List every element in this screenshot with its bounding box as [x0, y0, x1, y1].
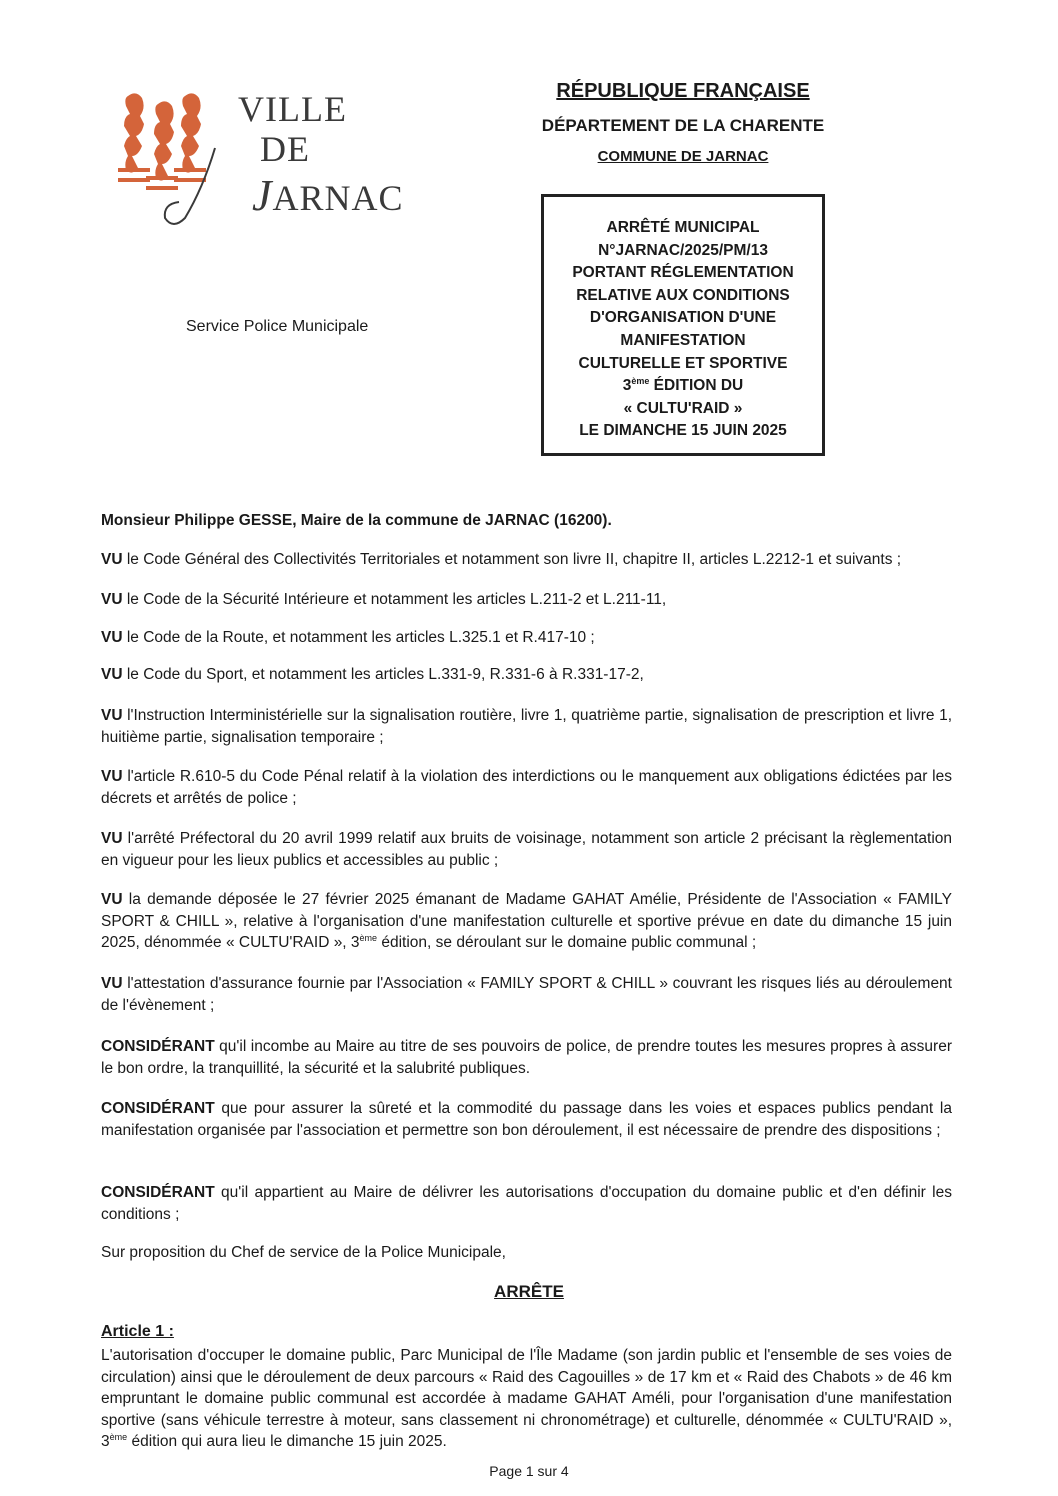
considerant-paragraph [101, 1036, 952, 1079]
considerant-text: qu'il appartient au Maire de délivrer les autorisations d'occupation du domaine public et d'en définir les conditions ; [101, 1184, 952, 1223]
edition-superscript: ème [631, 376, 650, 386]
vu-label: VU [101, 666, 123, 683]
considerant-text: qu'il incombe au Maire au titre de ses pouvoirs de police, de prendre toutes les mesures propres à assurer le bon ordre, la tranquillité, la sécurité et la salubrité publiques. [101, 1038, 952, 1077]
vu-paragraph [101, 664, 952, 686]
title-line: MANIFESTATION [620, 331, 746, 349]
service-label: Service Police Municipale [186, 318, 369, 335]
edition-number: 3 [622, 377, 632, 395]
vu-text: le Code de la Sécurité Intérieure et notamment les articles L.211-2 et L.211-11, [122, 591, 667, 608]
title-line: RELATIVE AUX CONDITIONS [576, 286, 790, 304]
considerant-paragraph [101, 1182, 952, 1225]
vu-label: VU [101, 830, 123, 847]
considerant-label: CONSIDÉRANT [101, 1100, 215, 1117]
logo-line-jarnac [252, 170, 404, 221]
vu-text: édition, se déroulant sur le domaine public communal ; [377, 934, 757, 951]
vu-paragraph [101, 549, 952, 571]
vu-paragraph [101, 766, 952, 809]
vu-label: VU [101, 551, 123, 568]
vu-text: le Code du Sport, et notamment les articles L.331-9, R.331-6 à R.331-17-2, [122, 666, 644, 683]
vu-paragraph [101, 705, 952, 748]
title-line: CULTURELLE ET SPORTIVE [578, 354, 788, 372]
vu-label: VU [101, 707, 123, 724]
page-number: Page 1 sur 4 [489, 1463, 569, 1479]
title-line: N°JARNAC/2025/PM/13 [598, 241, 768, 259]
title-line: ARRÊTÉ MUNICIPAL [606, 219, 760, 236]
department-heading: DÉPARTEMENT DE LA CHARENTE [541, 116, 825, 135]
edition-superscript: ème [359, 932, 378, 943]
title-line: PORTANT RÉGLEMENTATION [572, 264, 794, 282]
vu-text: le Code de la Route, et notamment les articles L.325.1 et R.417-10 ; [122, 629, 595, 646]
title-line [544, 375, 822, 398]
proposition-line: Sur proposition du Chef de service de la Police Municipale, [101, 1244, 506, 1261]
logo-line-jarnac-rest: ARNAC [272, 178, 404, 218]
vu-text: la demande déposée le 27 février 2025 émanant de Madame GAHAT Amélie, Présidente de l'Association « FAMILY SPORT & CHILL », relative à l'organisation d'une manifestation culturelle et sportive prévue en date du dimanche 15 juin 2025, dénommée « CULTU'RAID », 3 [101, 891, 952, 951]
vu-label: VU [101, 891, 123, 908]
ville-de-jarnac-logo [110, 88, 404, 228]
edition-superscript: ème [109, 1431, 128, 1442]
considerant-label: CONSIDÉRANT [101, 1038, 215, 1055]
vu-label: VU [101, 768, 123, 785]
vu-paragraph [101, 627, 952, 649]
commune-heading: COMMUNE DE JARNAC [597, 148, 769, 165]
logo-line-de: DE [260, 129, 310, 169]
vu-label: VU [101, 591, 123, 608]
article-1-text [101, 1345, 952, 1453]
vu-text: l'article R.610-5 du Code Pénal relatif à la violation des interdictions ou le manquement aux obligations édictées par les décrets et arrêtés de police ; [101, 768, 952, 807]
considerant-label: CONSIDÉRANT [101, 1184, 215, 1201]
article-text: L'autorisation d'occuper le domaine public, Parc Municipal de l'Île Madame (son jardin public et l'ensemble de ses voies de circulation) ainsi que le déroulement de deux parcours « Raid des Cagouilles » de 17 km et « Raid des Chabots » de 46 km empruntant le domaine public communal est accordée à madame GAHAT Améli, pour l'organisation d'une manifestation sportive (sans véhicule terrestre à moteur, sans classement ni chronométrage) et culturelle, dénommée « CULTU'RAID », 3 [101, 1347, 952, 1450]
vu-paragraph [101, 828, 952, 871]
article-text: édition qui aura lieu le dimanche 15 juin 2025. [127, 1433, 447, 1450]
mayor-line: Monsieur Philippe GESSE, Maire de la commune de JARNAC (16200). [101, 512, 612, 529]
edition-rest: ÉDITION DU [649, 377, 744, 395]
vu-text: l'arrêté Préfectoral du 20 avril 1999 relatif aux bruits de voisinage, notamment son article 2 précisant la règlementation en vigueur pour les lieux publics et accessibles au public ; [101, 830, 952, 869]
considerant-paragraph [101, 1098, 952, 1141]
considerant-text: que pour assurer la sûreté et la commodité du passage dans les voies et espaces publics pendant la manifestation organisée par l'association et permettre son bon déroulement, il est nécessaire de prendre des dispositions ; [101, 1100, 952, 1139]
article-1-title: Article 1 : [101, 1323, 174, 1340]
vu-text: l'attestation d'assurance fournie par l'Association « FAMILY SPORT & CHILL » couvrant les risques liés au déroulement de l'évènement ; [101, 975, 952, 1014]
vu-paragraph [101, 589, 952, 611]
title-line: « CULTU'RAID » [623, 399, 743, 417]
vu-text: le Code Général des Collectivités Territoriales et notamment son livre II, chapitre II, articles L.2212-1 et suivants ; [122, 551, 902, 568]
logo-line-ville: VILLE [238, 89, 347, 129]
vu-label: VU [101, 629, 123, 646]
title-line: LE DIMANCHE 15 JUIN 2025 [579, 422, 787, 440]
arrete-heading: ARRÊTE [494, 1282, 564, 1301]
vu-text: l'Instruction Interministérielle sur la signalisation routière, livre 1, quatrième partie, signalisation de prescription et livre 1, huitième partie, signalisation temporaire ; [101, 707, 952, 746]
title-line: D'ORGANISATION D'UNE [589, 309, 777, 327]
vu-label: VU [101, 975, 123, 992]
vu-assurance-paragraph [101, 973, 952, 1016]
logo-initial: J [252, 171, 273, 220]
decree-title-box [541, 194, 825, 456]
republic-heading: RÉPUBLIQUE FRANÇAISE [556, 80, 810, 102]
vu-demande-paragraph [101, 889, 952, 954]
fish-emblem-icon [110, 88, 240, 228]
